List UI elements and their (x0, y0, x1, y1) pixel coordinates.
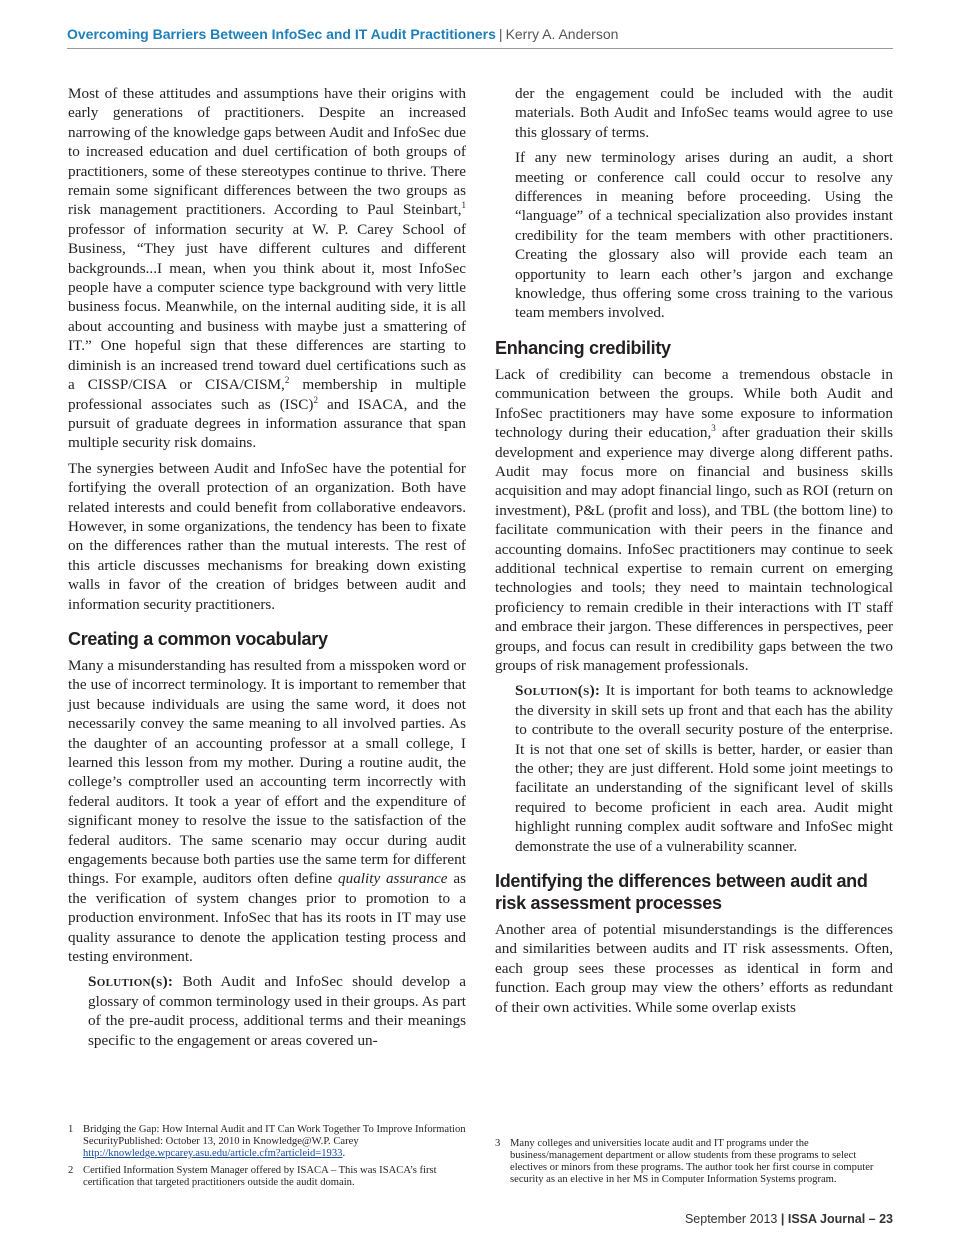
footnote-number: 2 (68, 1165, 74, 1176)
footnote-ref-2: 2 (284, 375, 290, 386)
paragraph-origins (68, 84, 466, 453)
footnote-2 (68, 1165, 466, 1189)
text-run: membership in multiple professional associates such as (ISC) (68, 376, 466, 413)
footnote-1 (68, 1124, 466, 1160)
left-column (68, 84, 466, 1056)
footnote-link[interactable]: http://knowledge.wpcarey.asu.edu/article.cfm?articleid=1933 (83, 1148, 343, 1159)
footnote-ref-3: 3 (711, 423, 716, 434)
text-run: Many a misunderstanding has resulted from a misspoken word or the use of incorrect terminology. It is important to remember that just because individuals are using the same word, it does not necessarily convey the same meaning to all involved parties. As the daughter of an accounting professor at a small college, I learned this lesson from my mother. During a routine audit, the college’s comptroller used an accounting term incorrectly with federal auditors. It took a year of effort and the expenditure of significant money to resolve the issue to the satisfaction of the federal auditors. The same scenario may occur during audit engagements because both parties use the same term for different things. For example, auditors often define (68, 656, 466, 888)
paragraph-vocabulary (68, 656, 466, 967)
footnote-text (83, 1124, 466, 1160)
author-name: Kerry A. Anderson (505, 26, 619, 42)
paragraph-differences: Another area of potential misunderstandings is the differences and similarities between audits and IT risk assessments. Often, each group sees these processes as identical in form and function. Each group may view the others’ efforts as redundant of their own activities. While some overlap exists (495, 921, 893, 1016)
solution-label: Solution(s): (515, 682, 601, 700)
text-run: as the verification of system changes prior to promotion to a production environment. InfoSec that has its roots in IT may use quality assurance to denote the application testing process and testing environment. (68, 870, 466, 966)
article-title: Overcoming Barriers Between InfoSec and IT Audit Practitioners (67, 26, 496, 42)
text-run: professor of information security at W. P. Carey School of Business, “They just have different cultures and different backgrounds...I mean, when you think about it, most InfoSec people have a computer science type background with very little business focus. Meanwhile, on the internal auditing side, it is all about accounting and business with maybe just a smattering of IT.” One hopeful sign that these differences are starting to diminish is an increased trend toward duel certifications such as a CISSP/CISA or CISA/CISM, (68, 220, 466, 394)
paragraph-credibility (495, 365, 893, 676)
text-run: after graduation their skills development and experience may diverge along different paths. Audit may focus more on financial and business skills acquisition and may adopt financial lingo, such as ROI (return on investment), P&L (profit and loss), and TBL (the bottom line) to facilitate communication with their peers in the finance and accounting domains. InfoSec practitioners may continue to seek additional technical expertise to remain current on emerging technologies and tools; they need to maintain technological proficiency to remain credible in their interactions with IT staff and embrace their jargon. These differences in perspectives, peer groups, and focus can result in credibility gaps between the two groups of risk management professionals. (495, 424, 893, 674)
solution-vocabulary-continued: der the engagement could be included with the audit materials. Both Audit and InfoSec teams would agree to use this glossary of terms. (515, 85, 893, 141)
heading-common-vocabulary: Creating a common vocabulary (68, 628, 328, 649)
text-run: Most of these attitudes and assumptions have their origins with early generations of practitioners. Despite an increased narrowing of the knowledge gaps between Audit and InfoSec due to increased education and duel certification of both groups of practitioners, some of these stereotypes continue to thrive. There remain some significant differences between the two groups as risk management practitioners. According to Paul Steinbart, (68, 85, 466, 219)
heading-identifying-differences: Identifying the differences between audit and risk assessment processes (495, 871, 868, 914)
text-run: and ISACA, and the pursuit of graduate degrees in information assurance that span multiple security risk domains. (68, 395, 467, 452)
page-footer (685, 1212, 893, 1226)
text-run: It is important for both teams to acknowledge the diversity in skill sets up front and that each has the ability to contribute to the overall security posture of the enterprise. It is not that one set of skills is better, harder, or easier than the other; they are just different. Hold some joint meetings to facilitate an understanding of the significant level of skills required to become proficient in each area. Audit might highlight running complex audit software and InfoSec might demonstrate the use of a vulnerability scanner. (515, 682, 893, 855)
right-column (495, 84, 893, 1023)
footnotes-right (495, 1138, 893, 1191)
paragraph-new-terminology: If any new terminology arises during an audit, a short meeting or conference call could occur to resolve any differences in meaning before proceeding. Using the “language” of a technical specialization also provides instant credibility for the team members with other practitioners. Creating the glossary also will provide each team an opportunity to learn each other’s jargon and exchange knowledge, thus offering some cross training to the various team members involved. (515, 149, 893, 322)
header-separator: | (498, 26, 503, 42)
text-run: Bridging the Gap: How Internal Audit and IT Can Work Together To Improve Information SecurityPublished: October 13, 2010 in Knowledge@W.P. Carey (83, 1124, 466, 1147)
footnote-number: 3 (495, 1138, 501, 1149)
journal-page: ISSA Journal – 23 (787, 1212, 893, 1226)
footnotes-left (68, 1124, 466, 1194)
text-run: Both Audit and InfoSec should develop a glossary of common terminology used in their groups. As part of the pre-audit process, additional terms and their meanings specific to the engagement or areas covered un- (88, 973, 466, 1049)
emphasis-term: quality assurance (338, 870, 448, 888)
solution-label: Solution(s): (88, 973, 174, 991)
solution-vocabulary (88, 972, 466, 1050)
superscript: 2 (313, 394, 318, 405)
footer-separator: | (780, 1212, 785, 1226)
solution-credibility (515, 681, 893, 856)
footnote-3 (495, 1138, 893, 1186)
paragraph-synergies: The synergies between Audit and InfoSec have the potential for fortifying the overall protection of an organization. Both have related interests and could benefit from collaborative endeavors. However, in some organizations, the tendency has been to fixate on the differences rather than the mutual interests. The rest of this article discusses mechanisms for breaking down existing walls in favor of the creation of bridges between audit and information security practitioners. (68, 459, 466, 613)
issue-date: September 2013 (684, 1212, 778, 1226)
footnote-text: Certified Information System Manager offered by ISACA – This was ISACA’s first certification that targeted practitioners outside the audit domain. (83, 1165, 437, 1188)
heading-enhancing-credibility: Enhancing credibility (495, 337, 671, 358)
text-run: . (342, 1148, 346, 1159)
footnote-text: Many colleges and universities locate audit and IT programs under the business/management department or allow students from these programs to select electives or minors from these programs. The author took her first course in computer security as an elective in her MS in Computer Information Systems program. (510, 1138, 874, 1185)
text-run: Lack of credibility can become a tremendous obstacle in communication between the groups. While both Audit and InfoSec practitioners may have some exposure to information technology during their education, (495, 365, 893, 442)
footnote-number: 1 (68, 1124, 74, 1135)
footnote-ref-1: 1 (461, 200, 466, 211)
running-header (67, 26, 893, 49)
